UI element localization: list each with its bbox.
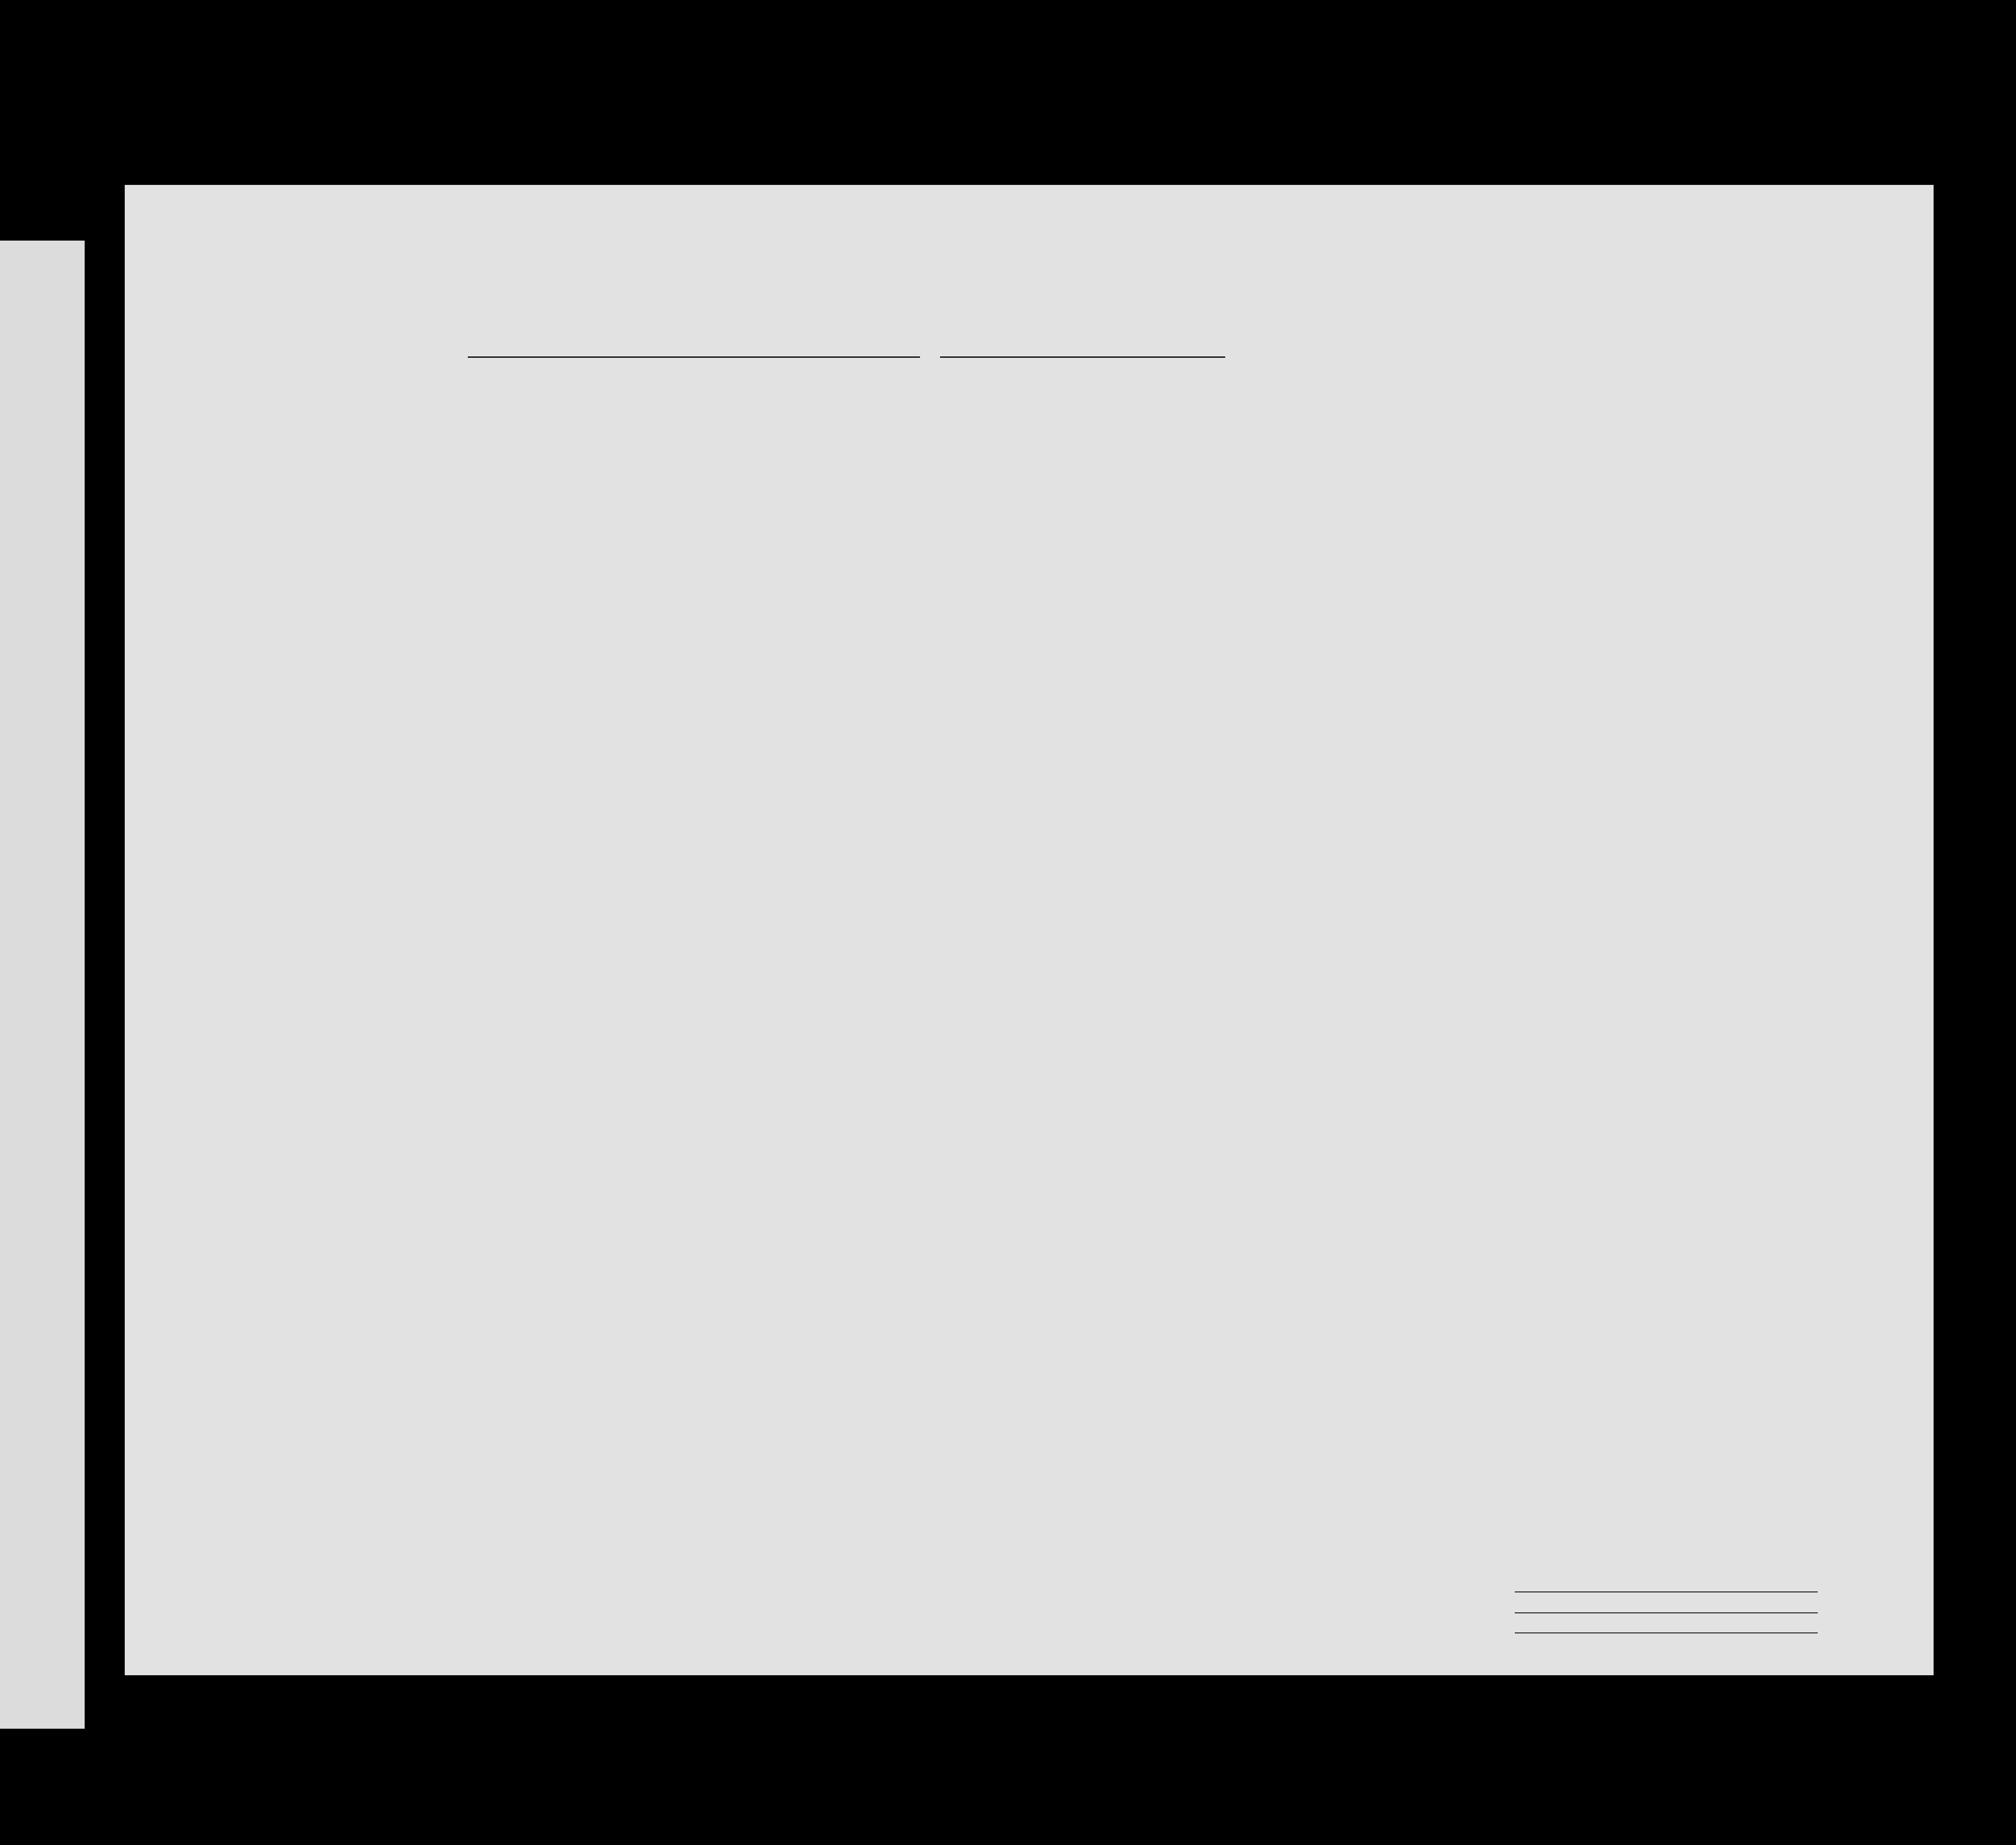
header-anarchist (1354, 419, 1371, 512)
header-ticket (675, 450, 695, 512)
header-fifty (793, 414, 811, 499)
header-purpose-return (1203, 425, 1230, 515)
header-arrested (1479, 412, 1495, 515)
header-inches (1631, 483, 1648, 517)
port-line (468, 356, 920, 358)
header-feet (1611, 490, 1628, 517)
header-labor-offer (1423, 412, 1455, 515)
header-polygamist (1332, 419, 1349, 512)
header-overthrow (1376, 412, 1418, 515)
header-excluded (1459, 412, 1475, 515)
owners-field (1515, 1612, 1818, 1613)
manifest-table (276, 372, 1934, 1506)
header-prison (1300, 412, 1329, 515)
date-line (940, 356, 1225, 358)
previous-sheet-fragment (0, 241, 85, 1729)
line-field (1515, 1591, 1818, 1592)
header-purpose-citizen (1272, 425, 1294, 515)
local-agents-field (1515, 1632, 1818, 1633)
header-purpose-length (1239, 425, 1265, 515)
